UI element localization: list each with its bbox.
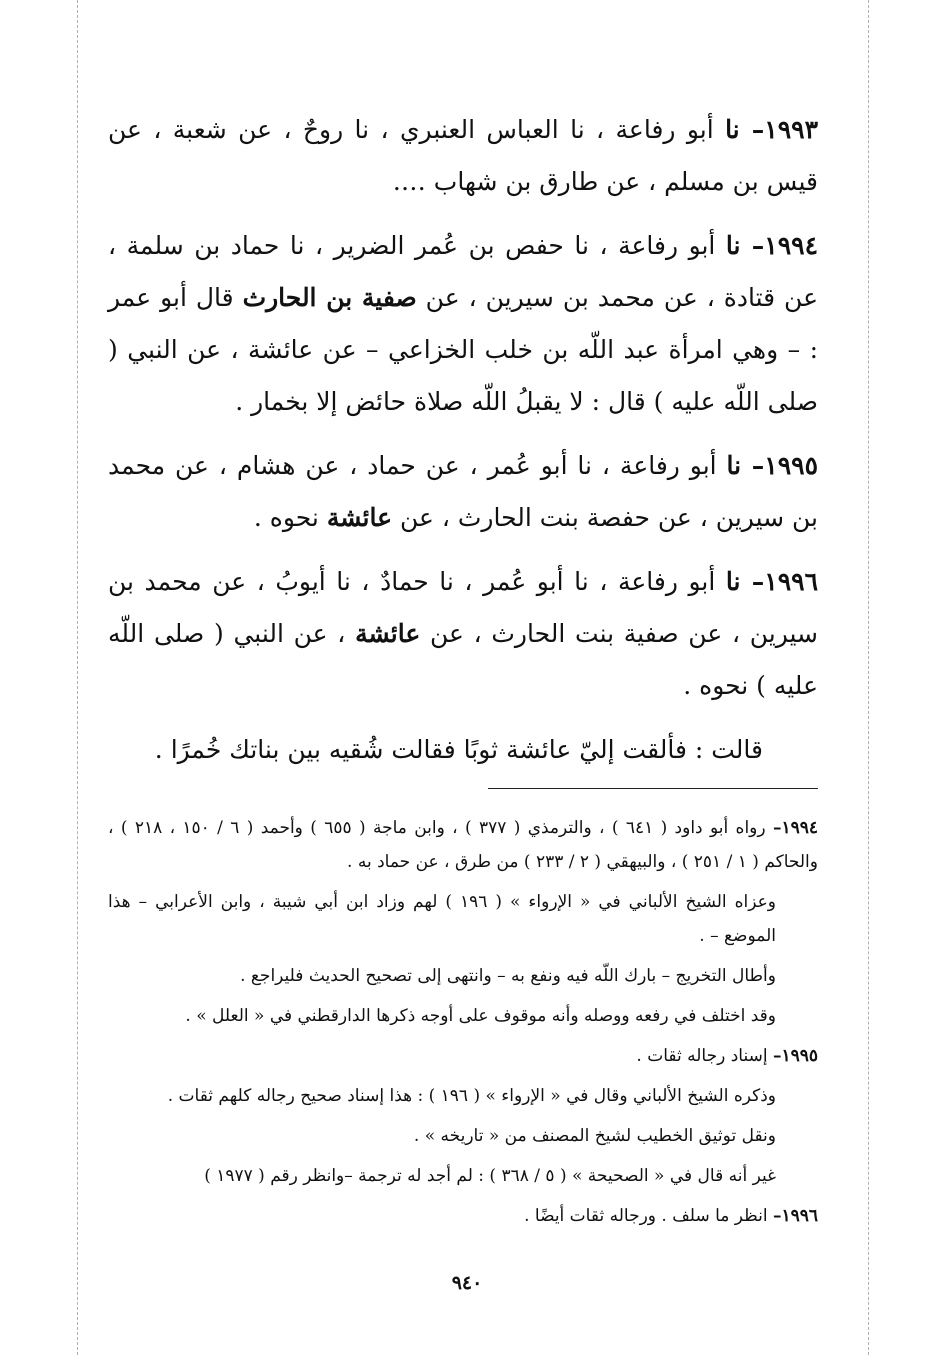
footnote-paragraph: غير أنه قال في « الصحيحة » ( ٥ / ٣٦٨ ) : لم أجد له ترجمة –وانظر رقم ( ١٩٧٧ ) [204,1166,776,1186]
quote-line: قالت : فألقت إليّ عائشة ثوبًا فقالت شُقيه بين بناتك خُمرًا . [154,735,763,764]
footnote-1996 [108,1199,818,1233]
hadith-1995 [108,440,818,544]
page-body [108,104,818,1239]
footnote-divider [488,788,818,789]
footnote-text: انظر ما سلف . ورجاله ثقات أيضًا . [524,1206,773,1226]
hadith-text: أبو رفاعة ، نا حفص بن عُمر الضرير ، نا حماد بن سلمة ، عن قتادة ، عن محمد بن سيرين ، عن [108,231,818,312]
hadith-text: ، عن النبي ( صلى اللّه عليه ) نحوه . [108,619,818,700]
footnote-number: ١٩٩٦– [772,1206,818,1226]
footnotes [108,811,818,1233]
highlighted-name: عائشة [355,619,421,648]
footnote-paragraph: وعزاه الشيخ الألباني في « الإرواء » ( ١٩٦ ) لهم وزاد ابن أبي شيبة ، وابن الأعرابي – هذا الموضع – . [108,892,776,946]
footnote-paragraph: ونقل توثيق الخطيب لشيخ المصنف من « تاريخه » . [413,1126,776,1146]
fold-line-left [77,0,78,1355]
hadith-number: ١٩٩٣– نا [725,115,818,144]
page-number: ٩٤٠ [451,1272,483,1294]
footnote-text: رواه أبو داود ( ٦٤١ ) ، والترمذي ( ٣٧٧ ) ، وابن ماجة ( ٦٥٥ ) وأحمد ( ٦ / ١٥٠ ، ٢١٨ ) ، والحاكم ( ١ / ٢٥١ ) ، والبيهقي ( ٢ / ٢٣٣ ) من طرق ، عن حماد به . [108,818,818,872]
fold-line-right [868,0,869,1355]
footnote-number: ١٩٩٤– [772,818,818,838]
hadith-number: ١٩٩٥– نا [726,451,818,480]
footnote-paragraph: وأطال التخريج – بارك اللّه فيه ونفع به – وانتهى إلى تصحيح الحديث فليراجع . [240,966,776,986]
hadith-text: أبو رفاعة ، نا أبو عُمر ، عن حماد ، عن هشام ، عن محمد بن سيرين ، عن حفصة بنت الحارث ، عن [108,451,818,532]
hadith-text: قال أبو عمر : – وهي امرأة عبد اللّه بن خلب الخزاعي – عن عائشة ، عن النبي ( صلى اللّه عليه ) قال : لا يقبلُ اللّه صلاة حائض إلا بخمار . [108,283,818,416]
hadith-text: أبو رفاعة ، نا أبو عُمر ، نا حمادٌ ، نا أيوبُ ، عن محمد بن سيرين ، عن صفية بنت الحارث ، عن [108,567,818,648]
hadith-number: ١٩٩٤– نا [725,231,818,260]
hadith-text: نحوه . [253,503,327,532]
hadith-number: ١٩٩٦– نا [725,567,819,596]
footnote-paragraph: وذكره الشيخ الألباني وقال في « الإرواء » ( ١٩٦ ) : هذا إسناد صحيح رجاله كلهم ثقات . [167,1086,776,1106]
main-text [108,104,818,776]
footnote-paragraph: وقد اختلف في رفعه ووصله وأنه موقوف على أوجه ذكرها الدارقطني في « العلل » . [185,1006,776,1026]
hadith-1994 [108,220,818,428]
footnote-1994 [108,811,818,879]
hadith-text: أبو رفاعة ، نا العباس العنبري ، نا روحٌ ، عن شعبة ، عن قيس بن مسلم ، عن طارق بن شهاب …. [108,115,818,196]
footnote-1995 [108,1039,818,1073]
hadith-1993 [108,104,818,208]
hadith-1996 [108,556,818,712]
footnote-text: إسناد رجاله ثقات . [636,1046,773,1066]
highlighted-name: عائشة [326,503,393,532]
footnote-number: ١٩٩٥– [772,1046,818,1066]
highlighted-name: صفية بن الحارث [242,283,417,312]
